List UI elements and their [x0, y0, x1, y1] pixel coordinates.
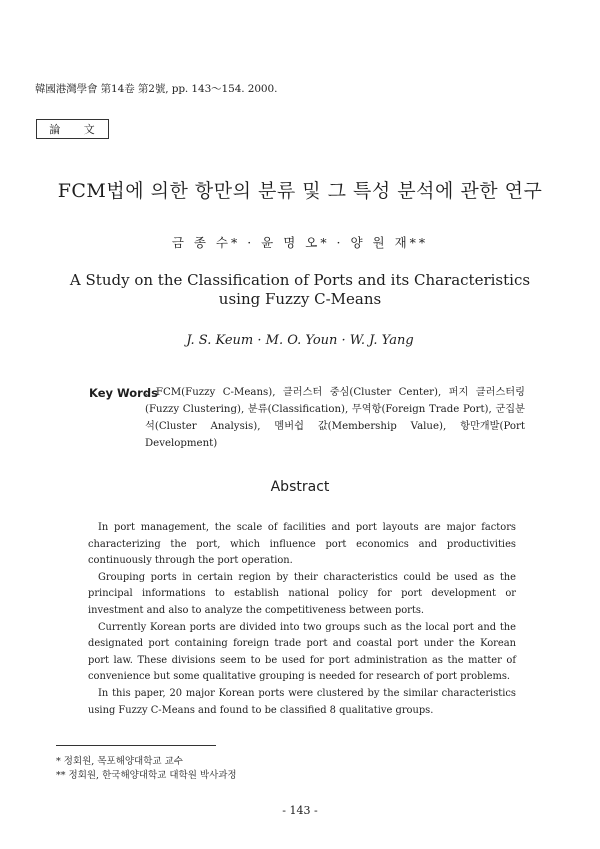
- footnote-divider: [56, 745, 216, 746]
- footnote: ** 정회원, 한국해양대학교 대학원 박사과정: [56, 770, 237, 781]
- article-type-box: 論 文: [36, 119, 109, 139]
- abstract-paragraph: Currently Korean ports are divided into two groups such as the local port and the designated port containing foreign trade port and coastal port under the Korean port law. These divisions seem to be used for port administration as the matter of convenience but some qualitative grouping is needed for research of port problems.: [88, 621, 516, 683]
- keywords-text: : FCM(Fuzzy C-Means), 클러스터 중심(Cluster Center), 퍼지 클러스터링(Fuzzy Clustering), 분류(Classification), 무역항(Foreign Trade Port), 군집분석(Cluster Analysis), 멤버쉽 값(Membership Value), 항만개발(Port Development): [145, 387, 525, 449]
- english-title-line-2: using Fuzzy C-Means: [218, 290, 382, 308]
- korean-authors: 금 종 수* · 윤 명 오* · 양 원 재**: [171, 235, 429, 250]
- english-title-line-1: A Study on the Classification of Ports and its Characteristics: [69, 271, 531, 289]
- english-title: [0, 271, 600, 309]
- abstract-paragraph: Grouping ports in certain region by their characteristics could be used as the principal informations to establish national policy for port development or investment and also to analyze the competitiveness between ports.: [88, 571, 516, 616]
- english-authors: J. S. Keum · M. O. Youn · W. J. Yang: [186, 333, 414, 348]
- footnote: * 정회원, 목포해양대학교 교수: [56, 756, 183, 767]
- korean-title: FCM법에 의한 항만의 분류 및 그 특성 분석에 관한 연구: [57, 180, 543, 202]
- page-number: - 143 -: [282, 804, 318, 817]
- abstract-paragraph: In port management, the scale of facilities and port layouts are major factors characterizing the port, which influence port economics and productivities continuously through the port operation.: [88, 522, 516, 567]
- abstract-heading: Abstract: [270, 479, 330, 495]
- keywords-label: Key Words: [89, 386, 158, 400]
- journal-citation: 韓國港灣學會 第14卷 第2號, pp. 143～154. 2000.: [35, 83, 278, 95]
- abstract-body: [88, 520, 516, 719]
- abstract-paragraph: In this paper, 20 major Korean ports were clustered by the similar characteristics using Fuzzy C-Means and found to be classified 8 qualitative groups.: [88, 687, 516, 716]
